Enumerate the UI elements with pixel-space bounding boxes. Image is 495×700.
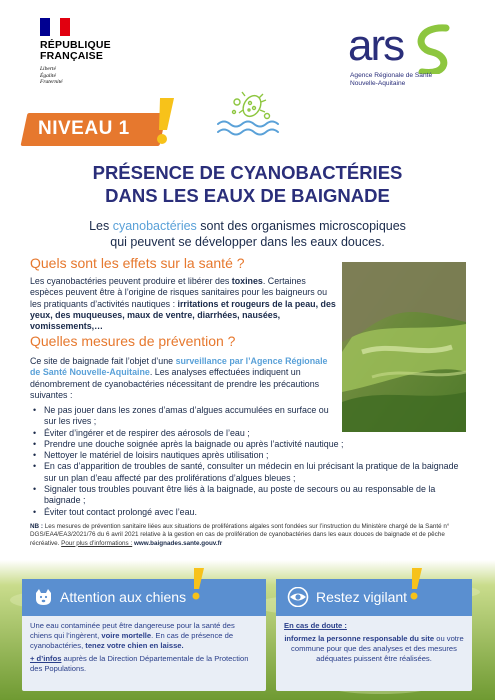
marianne-flag-icon (40, 18, 70, 36)
niveau-label: NIVEAU 1 (38, 118, 130, 139)
list-item: • Éviter tout contact prolongé avec l’eau. (30, 507, 470, 518)
bacteria-water-illustration (212, 90, 282, 140)
doubt-link[interactable]: En cas de doute : (284, 621, 347, 630)
card-vigilant-header (276, 579, 472, 616)
exclamation-icon (152, 96, 178, 146)
cyanobacteria-highlight: cyanobactéries (112, 219, 197, 233)
regulatory-note: NB : Les mesures de prévention sanitaire liées aux situations de proliférations algales sont fondées sur l’instruction du Ministère chargé de la Santé n° DGS/EA4/EA3/2021/76 du 6 avril 2021 relative à la gestion en cas de prolifération de cyanobactéries dans les eaux douces de baignade et de pêche récréative. Pour plus d’informations : www.baignades.sante.gouv.fr (30, 523, 450, 547)
svg-text:ars: ars (348, 21, 404, 70)
card-vigilant-text: En cas de doute : informez la personne responsable du site ou votre commune pour que des analyses et des mesures adéquates puissent être réalisées. (284, 621, 464, 663)
card-vigilant (276, 579, 472, 691)
more-info-dogs-link[interactable]: + d’infos (30, 654, 62, 663)
list-item: • En cas d’apparition de troubles de santé, consulter un médecin en lui précisant la pratique de la baignade sur un plan d’eau affecté par des proliférations d’algues bleues ; (30, 461, 470, 484)
card-dogs-header (22, 579, 266, 616)
list-item: • Éviter d’ingérer et de respirer des aérosols de l’eau ; (30, 428, 470, 439)
intro-text: Les cyanobactéries sont des organismes microscopiques qui peuvent se développer dans les eaux douces. (89, 219, 406, 249)
ars-subtitle-region: Nouvelle-Aquitaine (350, 80, 406, 87)
prevention-list (30, 405, 470, 518)
website-url[interactable]: www.baignades.sante.gouv.fr (132, 539, 223, 547)
card-dogs-text: Une eau contaminée peut être dangereuse pour la santé des chiens qui l’ingèrent, voire mortelle. En cas de présence de cyanobactéries, tenez votre chien en laisse. + d’infos auprès de la Direction Départementale de la Protection des Populations. (30, 621, 249, 673)
section-health-heading: Quels sont les effets sur la santé ? (30, 255, 245, 271)
rf-title: RÉPUBLIQUE FRANÇAISE (40, 39, 111, 62)
eye-icon (286, 587, 310, 607)
list-item: • Signaler tous troubles pouvant être liés à la baignade, au poste de secours ou au responsable de la baignade ; (30, 484, 470, 507)
list-item: • Prendre une douche soignée après la baignade ou après l’activité nautique ; (30, 439, 470, 450)
dog-icon (32, 587, 54, 607)
list-item: • Nettoyer le matériel de loisirs nautiques après utilisation ; (30, 450, 470, 461)
list-item: • Ne pas jouer dans les zones d’amas d’algues accumulées en surface ou sur les rives ; (30, 405, 330, 428)
card-dogs (22, 579, 266, 691)
ars-surveillance-highlight: surveillance par l’Agence Régionale de Santé Nouvelle-Aquitaine (30, 356, 328, 378)
ars-logo-icon (348, 18, 458, 74)
section-prevention-heading: Quelles mesures de prévention ? (30, 333, 236, 349)
card-dogs-title: Attention aux chiens (60, 589, 187, 605)
exclamation-icon (408, 567, 424, 601)
card-vigilant-title: Restez vigilant (316, 589, 408, 605)
rf-motto: Liberté Égalité Fraternité (40, 66, 63, 85)
ars-logo (348, 18, 458, 87)
more-info-link[interactable]: Pour plus d’informations : (61, 539, 133, 547)
exclamation-icon (190, 567, 206, 601)
section-prevention-text: Ce site de baignade fait l’objet d’une surveillance par l’Agence Régionale de Santé Nouvelle-Aquitaine. Les analyses effectuées indiquent un dénombrement de cyanobactéries nécessitant de prendre les précautions suivantes : (30, 356, 328, 400)
ars-subtitle-agency: Agence Régionale de Santé (350, 72, 433, 79)
section-health-text: Les cyanobactéries peuvent produire et libérer des toxines. Certaines espèces peuvent être à l’origine de risques sanitaires pour les baigneurs ou les pratiquants d’activités nautiques : irritations et rougeurs de la peau, des yeux, des muqueuses, maux de ventre, diarrhées, nausées, vomissements,… (30, 276, 336, 332)
page-title: PRÉSENCE DE CYANOBACTÉRIES DANS LES EAUX DE BAIGNADE (92, 162, 403, 206)
republique-francaise-logo (40, 18, 150, 86)
